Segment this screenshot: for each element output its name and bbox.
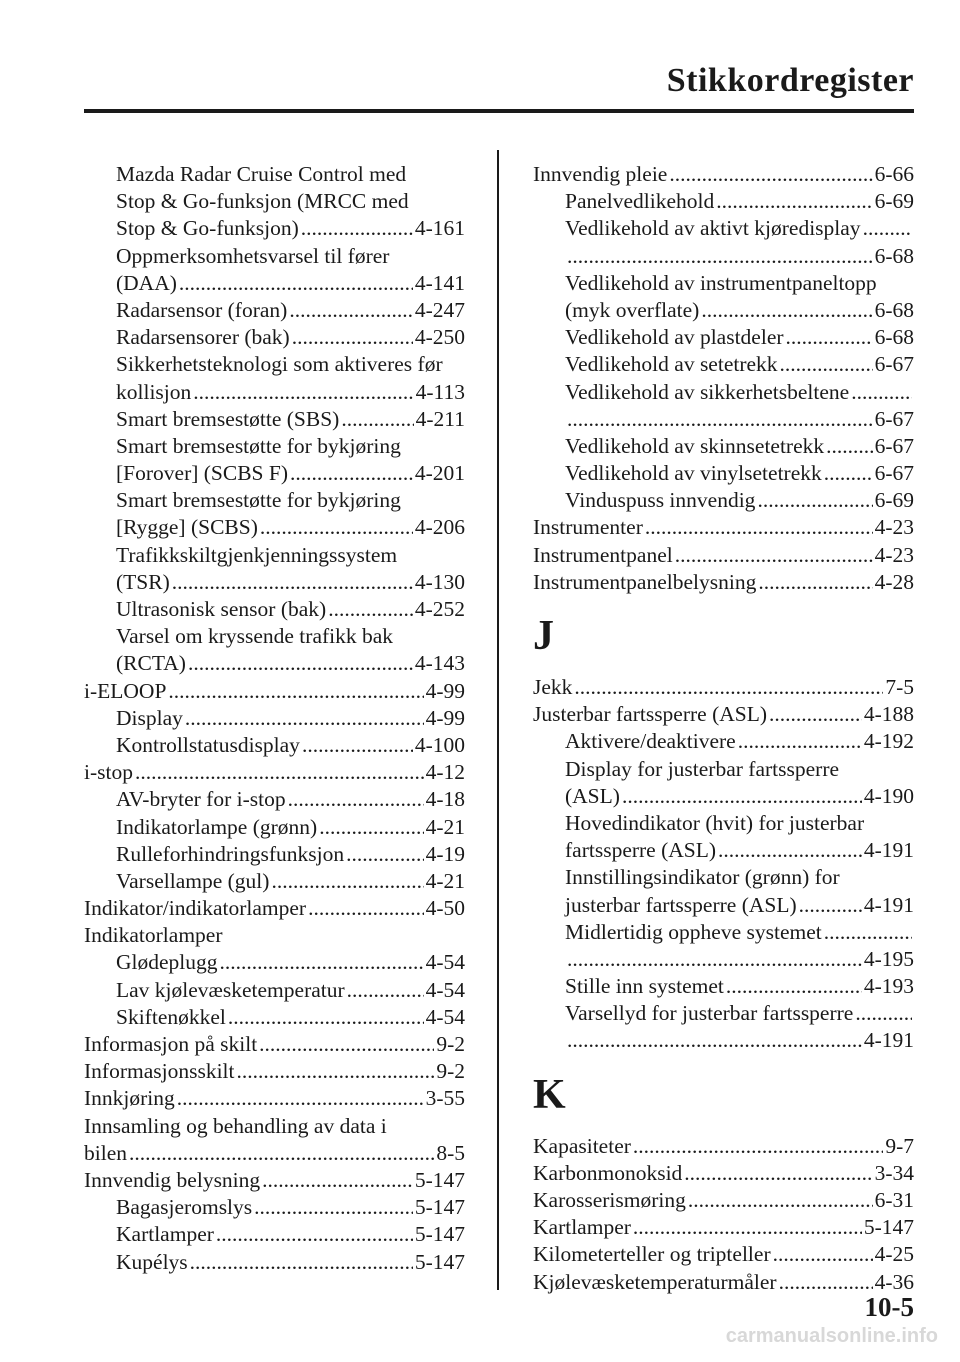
dot-leader xyxy=(688,1187,873,1214)
page-reference: 4-113 xyxy=(415,379,465,404)
entry-label: fartssperre (ASL) xyxy=(565,838,717,863)
page-reference: 6-67 xyxy=(874,352,914,377)
entry-label: kollisjon xyxy=(116,379,192,404)
entry-label: Indikator/indikatorlamper xyxy=(84,896,307,921)
page-reference: 4-193 xyxy=(863,974,914,999)
entry-label: justerbar fartssperre (ASL) xyxy=(565,892,797,917)
entry-label: Vedlikehold av plastdeler xyxy=(565,325,784,350)
page-reference: 6-67 xyxy=(874,461,914,486)
index-entry-text: Hovedindikator (hvit) for justerbar xyxy=(565,810,865,835)
entry-label: [Forover] (SCBS F) xyxy=(116,461,289,486)
dot-leader xyxy=(347,977,424,1004)
index-entry xyxy=(84,705,465,732)
dot-leader xyxy=(319,814,423,841)
column-divider xyxy=(497,150,499,1290)
entry-label: (TSR) xyxy=(116,569,170,594)
page-reference: 4-191 xyxy=(863,892,914,917)
page-reference: 5-147 xyxy=(414,1195,465,1220)
page-reference: 4-54 xyxy=(425,977,465,1002)
dot-leader xyxy=(168,678,423,705)
entry-label: i-ELOOP xyxy=(84,678,167,703)
entry-label: Radarsensor (foran) xyxy=(116,297,288,322)
section-letter: K xyxy=(533,1071,566,1118)
entry-label: Varsellyd for justerbar fartssperre xyxy=(565,1001,854,1026)
index-entry xyxy=(533,1269,914,1296)
dot-leader xyxy=(177,1085,424,1112)
index-entry-text: Smart bremsestøtte for bykjøring xyxy=(116,488,401,513)
entry-label: Lav kjølevæsketemperatur xyxy=(116,977,345,1002)
entry-label: Smart bremsestøtte (SBS) xyxy=(116,406,340,431)
entry-label: Informasjonsskilt xyxy=(84,1059,235,1084)
page-reference: 4-19 xyxy=(425,841,465,866)
dot-leader xyxy=(622,783,862,810)
index-entry xyxy=(84,977,465,1004)
dot-leader xyxy=(567,243,873,270)
page-reference: 5-147 xyxy=(414,1167,465,1192)
dot-leader xyxy=(290,460,413,487)
dot-leader xyxy=(826,433,872,460)
page-reference: 4-141 xyxy=(414,270,465,295)
index-entry xyxy=(84,215,465,242)
index-entry xyxy=(84,460,465,487)
dot-leader xyxy=(855,1000,912,1027)
page-reference: 4-130 xyxy=(414,569,465,594)
entry-label: (RCTA) xyxy=(116,651,186,676)
dot-leader xyxy=(779,1269,873,1296)
dot-leader xyxy=(260,514,413,541)
index-entry xyxy=(533,297,914,324)
dot-leader xyxy=(308,895,423,922)
entry-label: (DAA) xyxy=(116,270,177,295)
entry-label: Panelvedlikehold xyxy=(565,189,715,214)
entry-label: Karbonmonoksid xyxy=(533,1160,683,1185)
dot-leader xyxy=(786,324,873,351)
index-entry-text: Mazda Radar Cruise Control med xyxy=(116,162,407,186)
page-reference: 6-31 xyxy=(874,1188,914,1212)
index-entry xyxy=(84,895,465,922)
index-entry xyxy=(84,868,465,895)
dot-leader xyxy=(718,837,862,864)
page-reference: 4-12 xyxy=(425,760,465,785)
page-reference: 4-50 xyxy=(425,896,465,921)
index-entry-text: Innsamling og behandling av data i xyxy=(84,1113,387,1138)
index-entry xyxy=(533,406,914,433)
dot-leader xyxy=(851,379,912,406)
index-entry xyxy=(533,460,914,487)
dot-leader xyxy=(271,868,423,895)
entry-label: Vedlikehold av aktivt kjøredisplay xyxy=(565,216,861,241)
page-reference: 4-247 xyxy=(414,297,465,322)
page-reference: 4-190 xyxy=(863,783,914,808)
dot-leader xyxy=(302,732,413,759)
dot-leader xyxy=(633,1214,862,1241)
index-entry xyxy=(533,514,914,541)
page-reference: 4-206 xyxy=(414,515,465,540)
dot-leader xyxy=(780,351,873,378)
entry-label: Radarsensorer (bak) xyxy=(116,325,290,350)
index-entry xyxy=(84,678,465,705)
page-reference: 4-23 xyxy=(874,542,914,567)
page-reference: 4-201 xyxy=(414,461,465,486)
entry-label: Informasjon på skilt xyxy=(84,1032,258,1056)
index-entry xyxy=(84,514,465,541)
entry-label: Kontrollstatusdisplay xyxy=(116,732,300,757)
entry-label: i-stop xyxy=(84,760,133,785)
dot-leader xyxy=(220,949,424,976)
index-entry xyxy=(84,949,465,976)
index-entry xyxy=(84,1249,465,1276)
entry-label: AV-bryter for i-stop xyxy=(116,787,286,812)
dot-leader xyxy=(574,674,883,701)
page-reference: 4-250 xyxy=(414,325,465,350)
dot-leader xyxy=(769,701,862,728)
dot-leader xyxy=(129,1140,434,1167)
index-entry-text: Trafikkskiltgjenkjenningssystem xyxy=(116,542,398,567)
index-entry xyxy=(84,1221,465,1248)
entry-label: Kilometerteller og tripteller xyxy=(533,1242,771,1267)
index-entry xyxy=(533,569,914,596)
dot-leader xyxy=(758,569,872,596)
dot-leader xyxy=(262,1167,413,1194)
page-reference: 6-69 xyxy=(874,488,914,513)
dot-leader xyxy=(228,1004,424,1031)
page-reference: 4-188 xyxy=(863,702,914,727)
dot-leader xyxy=(567,946,862,973)
index-entry xyxy=(533,188,914,215)
page-reference: 4-192 xyxy=(863,729,914,754)
page-reference: 5-147 xyxy=(414,1249,465,1274)
dot-leader xyxy=(172,569,413,596)
entry-label: Bagasjeromslys xyxy=(116,1195,253,1220)
entry-label: bilen xyxy=(84,1140,127,1165)
page-reference: 6-68 xyxy=(874,297,914,322)
entry-label: Glødeplugg xyxy=(116,950,218,975)
index-entry xyxy=(84,650,465,677)
page-number: 10-5 xyxy=(864,1292,914,1322)
entry-label: Vedlikehold av vinylsetetrekk xyxy=(565,461,822,486)
entry-label: Innvendig belysning xyxy=(84,1167,261,1192)
dot-leader xyxy=(185,705,424,732)
page-reference: 4-28 xyxy=(874,569,914,594)
entry-label: Instrumentpanel xyxy=(533,542,673,567)
page-reference: 6-67 xyxy=(874,433,914,458)
page-reference: 7-5 xyxy=(885,675,914,699)
index-entry xyxy=(533,728,914,755)
header-rule xyxy=(84,109,914,113)
entry-label: Aktivere/deaktivere xyxy=(565,729,736,754)
index-entry xyxy=(533,674,914,701)
index-entry xyxy=(533,487,914,514)
index-entry xyxy=(533,351,914,378)
index-entry xyxy=(533,973,914,1000)
dot-leader xyxy=(216,1221,413,1248)
index-entry xyxy=(84,841,465,868)
dot-leader xyxy=(716,188,872,215)
index-entry xyxy=(533,1133,914,1160)
dot-leader xyxy=(757,487,872,514)
entry-label: Midlertidig oppheve systemet xyxy=(565,919,822,944)
index-entry xyxy=(533,701,914,728)
dot-leader xyxy=(675,542,873,569)
entry-label: Skiftenøkkel xyxy=(116,1004,226,1029)
index-entry xyxy=(533,215,914,242)
dot-leader xyxy=(824,919,912,946)
index-column-right xyxy=(533,161,914,1296)
entry-label: Rulleforhindringsfunksjon xyxy=(116,841,345,866)
page-reference: 9-7 xyxy=(885,1133,914,1158)
entry-label: Vedlikehold av skinnsetetrekk xyxy=(565,433,825,458)
entry-label: Innkjøring xyxy=(84,1086,175,1111)
page-reference: 4-99 xyxy=(425,678,465,703)
index-entry xyxy=(533,161,914,188)
dot-leader xyxy=(135,759,424,786)
dot-leader xyxy=(645,514,873,541)
page-reference: 3-34 xyxy=(874,1160,914,1185)
dot-leader xyxy=(190,1249,413,1276)
index-entry xyxy=(84,379,465,406)
dot-leader xyxy=(799,892,862,919)
entry-label: Stille inn systemet xyxy=(565,974,724,999)
page-reference: 4-161 xyxy=(414,216,465,241)
dot-leader xyxy=(669,161,872,188)
entry-label: [Rygge] (SCBS) xyxy=(116,515,258,540)
entry-label: Innvendig pleie xyxy=(533,162,668,186)
entry-label: Kartlamper xyxy=(116,1222,214,1247)
dot-leader xyxy=(259,1031,434,1058)
watermark: carmanualsonline.info xyxy=(725,1325,938,1347)
page-reference: 4-36 xyxy=(874,1269,914,1294)
entry-label: Display xyxy=(116,705,183,730)
page-reference: 3-55 xyxy=(425,1086,465,1111)
section-letter: J xyxy=(533,613,554,659)
entry-label: Karosserismøring xyxy=(533,1188,686,1212)
dot-leader xyxy=(684,1160,872,1187)
index-entry xyxy=(84,814,465,841)
page-reference: 4-99 xyxy=(425,705,465,730)
index-entry xyxy=(84,406,465,433)
page-reference: 4-252 xyxy=(414,597,465,621)
page-header-title: Stikkordregister xyxy=(666,62,914,99)
index-entry-text: Varsel om kryssende trafikk bak xyxy=(116,624,394,649)
page-reference: 5-147 xyxy=(414,1222,465,1247)
page-reference: 4-191 xyxy=(863,1028,914,1053)
page-reference: 4-100 xyxy=(414,732,465,757)
index-entry-text: Display for justerbar fartssperre xyxy=(565,756,840,781)
page-reference: 6-69 xyxy=(874,189,914,214)
dot-leader xyxy=(633,1133,883,1160)
entry-label: Justerbar fartssperre (ASL) xyxy=(533,702,768,727)
page-reference: 4-211 xyxy=(415,406,465,431)
page-reference: 4-191 xyxy=(863,838,914,863)
index-entry xyxy=(84,324,465,351)
entry-label: (myk overflate) xyxy=(565,297,700,322)
index-entry xyxy=(533,324,914,351)
dot-leader xyxy=(179,270,413,297)
index-entry xyxy=(533,1187,914,1214)
page-reference: 4-54 xyxy=(425,1004,465,1029)
page-reference: 4-25 xyxy=(874,1242,914,1267)
page-reference: 6-68 xyxy=(874,243,914,268)
entry-label: Indikatorlampe (grønn) xyxy=(116,814,318,839)
page-reference: 4-54 xyxy=(425,950,465,975)
dot-leader xyxy=(738,728,862,755)
index-entry xyxy=(84,786,465,813)
page-reference: 9-2 xyxy=(436,1032,465,1056)
index-entry xyxy=(84,1140,465,1167)
dot-leader xyxy=(193,379,413,406)
index-entry-text: Smart bremsestøtte for bykjøring xyxy=(116,433,401,458)
index-entry-text: Indikatorlamper xyxy=(84,923,223,948)
dot-leader xyxy=(289,297,413,324)
entry-label: Vinduspuss innvendig xyxy=(565,488,756,513)
dot-leader xyxy=(726,973,862,1000)
dot-leader xyxy=(567,406,873,433)
dot-leader xyxy=(188,650,413,677)
dot-leader xyxy=(288,786,424,813)
entry-label: Varsellampe (gul) xyxy=(116,868,270,893)
page-reference: 9-2 xyxy=(436,1059,465,1084)
index-entry xyxy=(533,1027,914,1054)
index-entry xyxy=(84,1004,465,1031)
page-reference: 5-147 xyxy=(863,1215,914,1240)
dot-leader xyxy=(301,215,413,242)
index-entry xyxy=(84,1167,465,1194)
index-entry xyxy=(533,919,914,946)
dot-leader xyxy=(341,406,413,433)
index-entry xyxy=(533,783,914,810)
dot-leader xyxy=(237,1058,435,1085)
index-entry-text: Sikkerhetsteknologi som aktiveres før xyxy=(116,352,443,377)
index-entry xyxy=(84,759,465,786)
page-reference: 6-66 xyxy=(874,162,914,186)
page-reference: 4-143 xyxy=(414,651,465,676)
dot-leader xyxy=(701,297,872,324)
entry-label: Instrumenter xyxy=(533,515,643,540)
page-reference: 4-195 xyxy=(863,946,914,971)
index-entry-text: Stop & Go-funksjon (MRCC med xyxy=(116,189,409,214)
entry-label: Kartlamper xyxy=(533,1215,631,1240)
entry-label: Vedlikehold av setetrekk xyxy=(565,352,778,377)
page-reference: 6-67 xyxy=(874,406,914,431)
entry-label: Ultrasonisk sensor (bak) xyxy=(116,597,327,621)
index-entry xyxy=(84,1031,465,1058)
entry-label: Jekk xyxy=(533,675,573,699)
dot-leader xyxy=(863,215,912,242)
dot-leader xyxy=(346,841,423,868)
index-entry xyxy=(533,243,914,270)
page-reference: 4-23 xyxy=(874,515,914,540)
entry-label: Vedlikehold av sikkerhetsbeltene xyxy=(565,379,850,404)
page-reference: 4-21 xyxy=(425,814,465,839)
index-entry xyxy=(84,270,465,297)
dot-leader xyxy=(567,1027,862,1054)
index-entry-text: Vedlikehold av instrumentpaneltopp xyxy=(565,270,877,295)
entry-label: Kjølevæsketemperaturmåler xyxy=(533,1269,777,1294)
index-entry xyxy=(84,1194,465,1221)
dot-leader xyxy=(824,460,873,487)
index-entry xyxy=(533,542,914,569)
dot-leader xyxy=(328,596,413,623)
page-reference: 8-5 xyxy=(436,1140,465,1165)
index-entry xyxy=(84,732,465,759)
index-entry xyxy=(533,1000,914,1027)
page-reference: 4-18 xyxy=(425,787,465,812)
page-reference: 6-68 xyxy=(874,325,914,350)
index-entry xyxy=(533,379,914,406)
entry-label: Instrumentpanelbelysning xyxy=(533,569,757,594)
index-entry xyxy=(84,297,465,324)
entry-label: Kupélys xyxy=(116,1249,188,1274)
index-entry-text: Innstillingsindikator (grønn) for xyxy=(565,865,840,890)
index-column-left xyxy=(84,161,465,1276)
index-entry xyxy=(533,892,914,919)
index-entry-text: Oppmerksomhetsvarsel til fører xyxy=(116,243,390,268)
index-entry xyxy=(533,433,914,460)
index-entry xyxy=(84,1085,465,1112)
index-entry xyxy=(533,1160,914,1187)
dot-leader xyxy=(254,1194,413,1221)
entry-label: (ASL) xyxy=(565,783,620,808)
page-reference: 4-21 xyxy=(425,868,465,893)
index-entry xyxy=(84,596,465,623)
entry-label: Stop & Go-funksjon) xyxy=(116,216,299,241)
index-entry xyxy=(533,1214,914,1241)
dot-leader xyxy=(773,1241,873,1268)
index-entry xyxy=(84,569,465,596)
index-entry xyxy=(84,1058,465,1085)
index-entry xyxy=(533,946,914,973)
entry-label: Kapasiteter xyxy=(533,1133,631,1158)
index-entry xyxy=(533,837,914,864)
index-entry xyxy=(533,1241,914,1268)
dot-leader xyxy=(292,324,413,351)
